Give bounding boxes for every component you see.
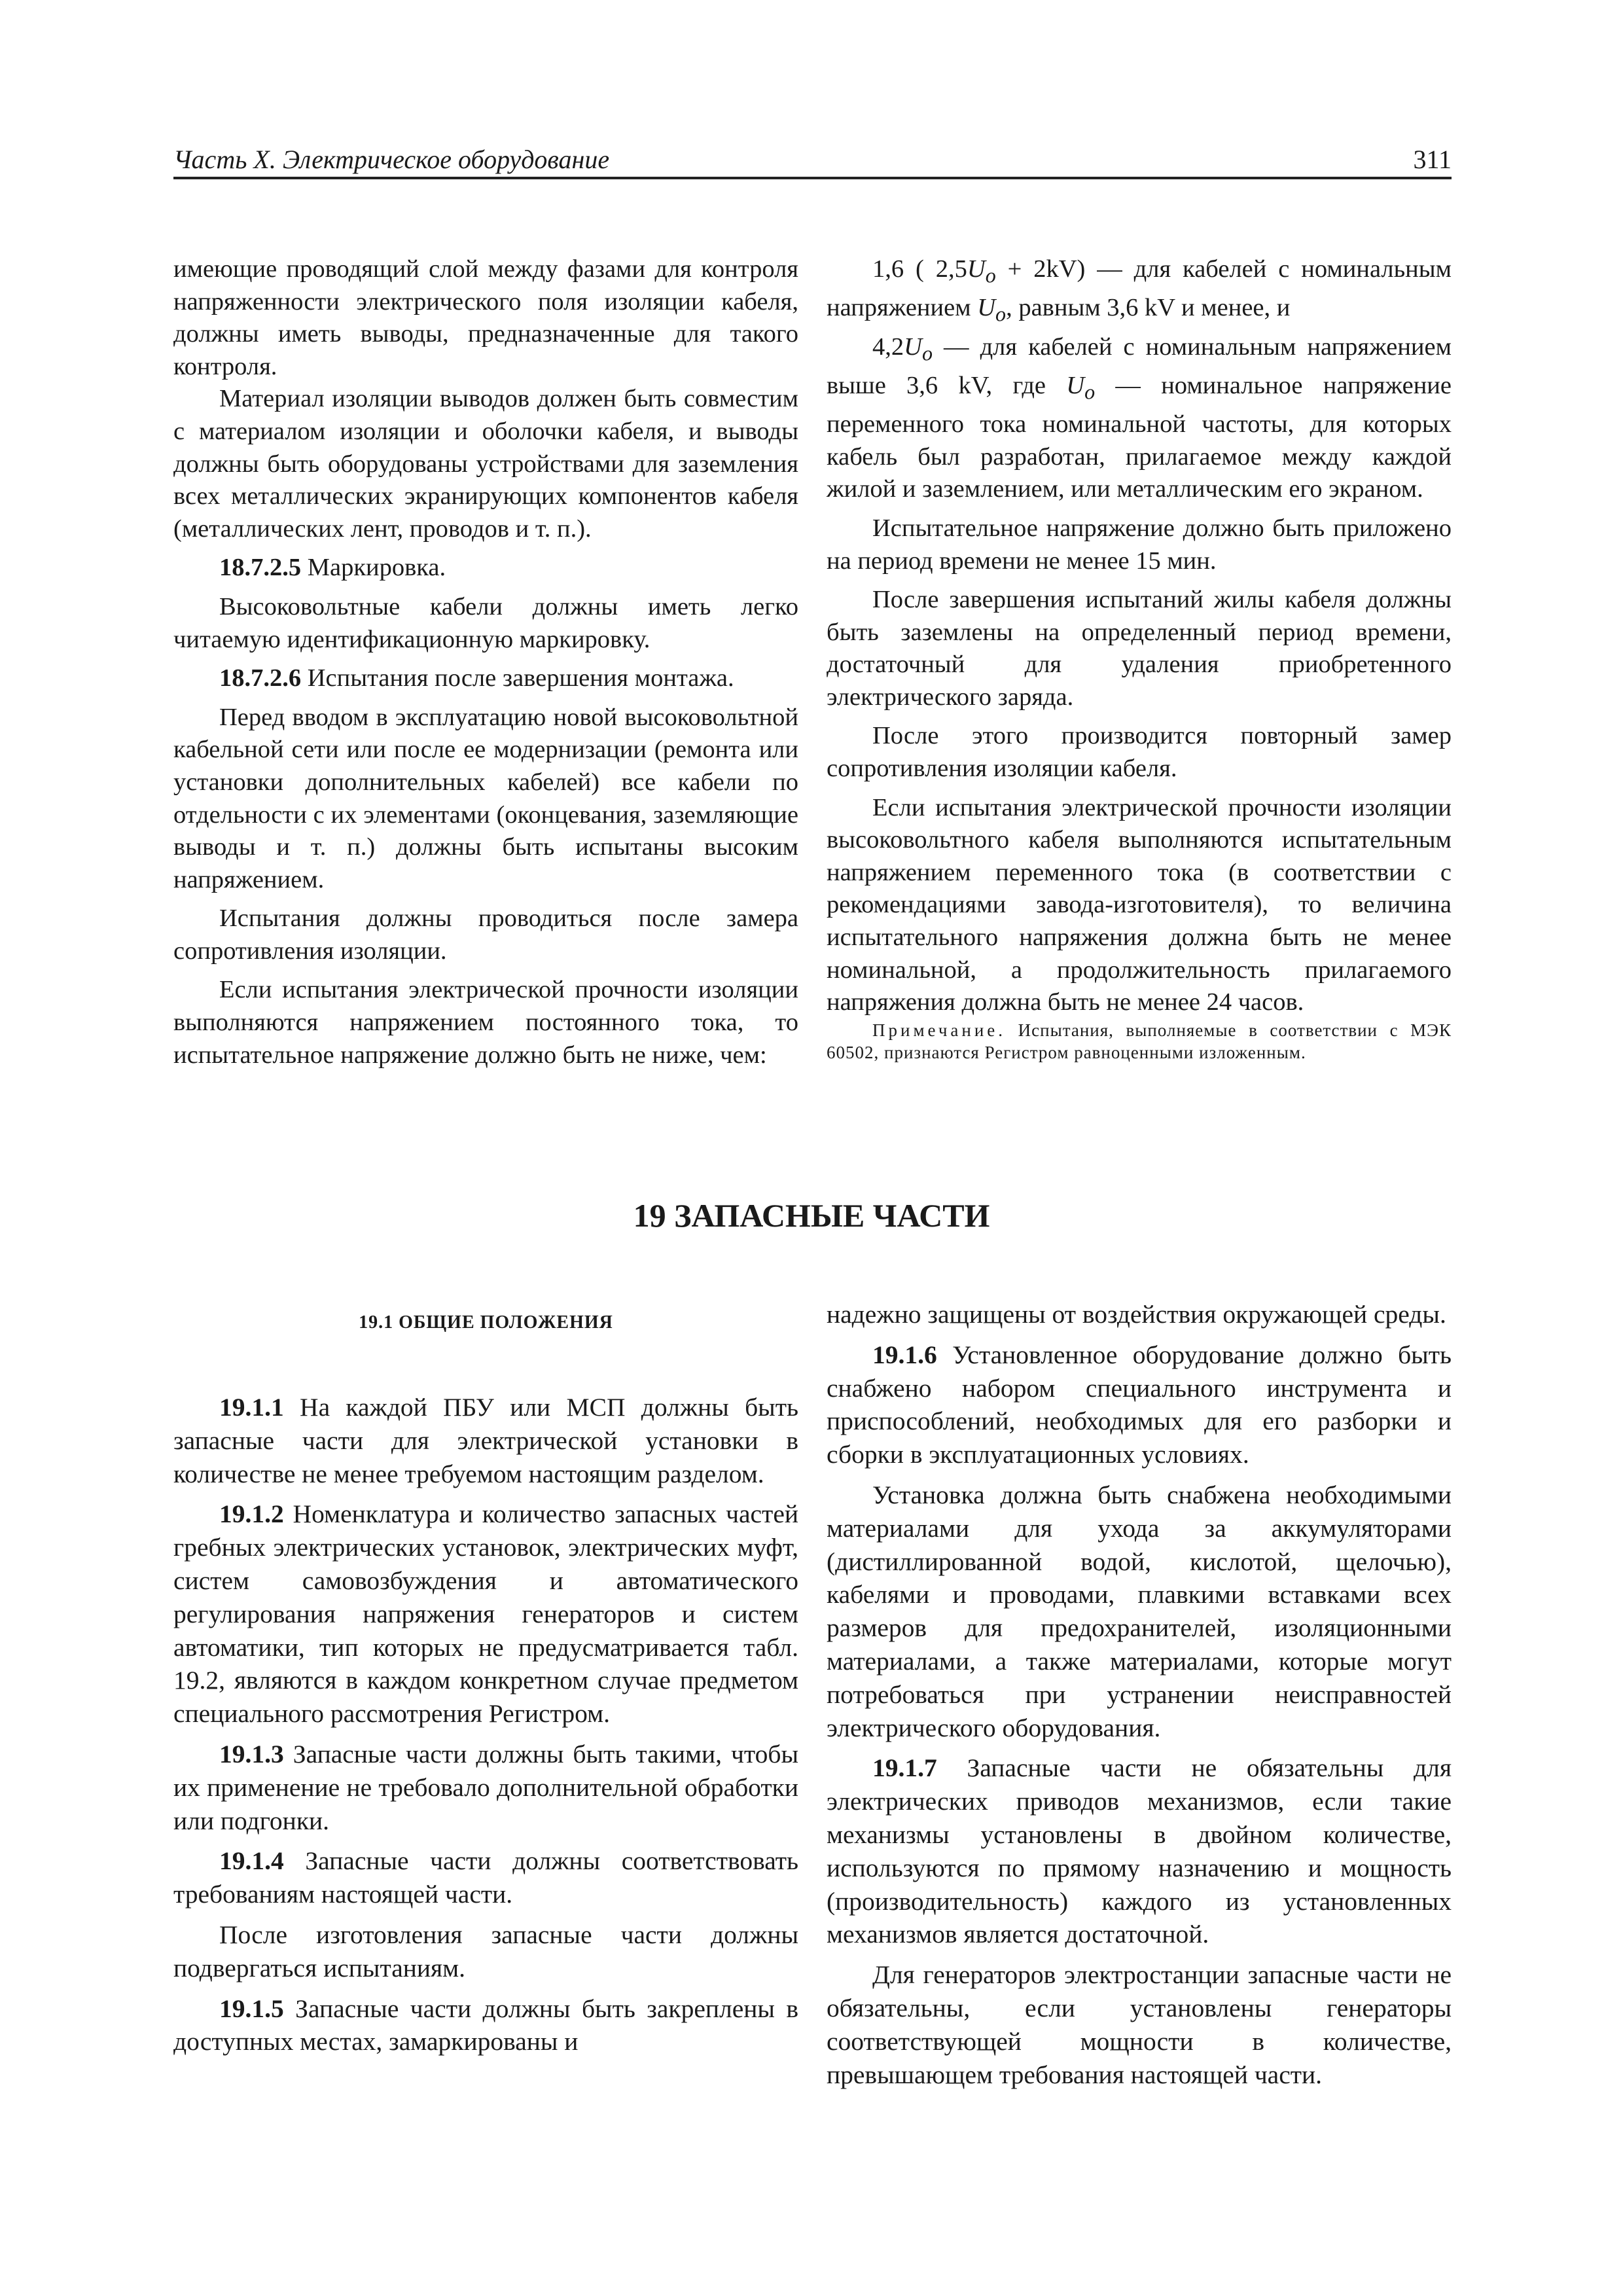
page-header [173, 140, 1452, 177]
note [827, 1019, 1452, 1064]
paragraph: После изготовления запасные части должны подвергаться испытаниям. [173, 1920, 798, 1982]
paragraph: Испытания должны проводиться после замера сопротивления изоляции. [173, 905, 798, 965]
paragraph: Установка должна быть снабжена необходимыми материалами для ухода за аккумуляторами (дистиллированной водой, кислотой, щелочью), кабелями и проводами, плавкими вставками всех размеров для предохранителей, изоляционными материалами, а также материалами, которые могут потребоваться при устранении неисправностей электрического оборудования. [827, 1480, 1452, 1742]
paragraph: Если испытания электрической прочности изоляции высоковольтного кабеля выполняются испытательным напряжением переменного тока (в соответствии с рекомендациями завода-изготовителя), то величина испытательного напряжения должна быть не менее номинальной, а продолжительность прилагаемого напряжения должна быть не менее 24 часов. [827, 793, 1452, 1016]
clause-number: 19.1.3 [219, 1739, 284, 1768]
note-label: Примечание. [872, 1020, 1007, 1040]
paragraph: имеющие проводящий слой между фазами для контроля напряженности электрического поля изоляции кабеля, должны иметь выводы, предназначенные для такого контроля. [173, 255, 798, 380]
page-number: 311 [1413, 145, 1452, 174]
clause: 19.1.6 Установленное оборудование должно быть снабжено набором специального инструмента и приспособлений, необходимых для его разборки и сборки в эксплуатационных условиях. [827, 1340, 1452, 1469]
formula-paragraph: 1,6 ( $2,5U_o + 2kV$) — для кабелей с номинальным напряжением $U_o$, равным 3,6 kV и менее, и [827, 255, 1452, 326]
running-title: Часть X. Электрическое оборудование [173, 145, 610, 174]
clause-number: 18.7.2.6 [219, 664, 302, 692]
top-right-column [827, 253, 1452, 1064]
chapter-title: 19 ЗАПАСНЫЕ ЧАСТИ [633, 1197, 990, 1234]
paragraph: После завершения испытаний жилы кабеля должны быть заземлены на определенный период времени, достаточный для удаления приобретенного электрического заряда. [827, 586, 1452, 711]
clause: 19.1.7 Запасные части не обязательны для электрических приводов механизмов, если такие механизмы установлены в двойном количестве, используются по прямому назначению и мощность (производительность) каждого из установленных механизмов является достаточной. [827, 1753, 1452, 1949]
section-title: 19.1 ОБЩИЕ ПОЛОЖЕНИЯ [359, 1312, 613, 1333]
paragraph: Если испытания электрической прочности изоляции выполняются напряжением постоянного тока, то испытательное напряжение должно быть не ниже, чем: [173, 976, 798, 1069]
top-left-column [173, 253, 798, 1071]
clause-number: 19.1.6 [872, 1340, 937, 1369]
bottom-left-column [173, 1391, 798, 2058]
clause: 19.1.4 Запасные части должны соответствовать требованиям настоящей части. [173, 1846, 798, 1909]
clause-title: Маркировка. [301, 554, 446, 582]
clause-number: 19.1.7 [872, 1753, 937, 1783]
clause-number: 19.1.5 [219, 1994, 284, 2023]
paragraph: надежно защищены от воздействия окружающей среды. [827, 1300, 1446, 1329]
clause-title: Испытания после завершения монтажа. [301, 664, 734, 692]
clause-number: 19.1.2 [219, 1499, 284, 1529]
clause: 19.1.3 Запасные части должны быть такими, чтобы их применение не требовало дополнительной обработки или подгонки. [173, 1739, 798, 1835]
clause-heading [173, 552, 798, 584]
clause: 19.1.2 Номенклатура и количество запасных частей гребных электрических установок, электрических муфт, систем самовозбуждения и автоматического регулирования напряжения генераторов и систем автоматики, тип которых не предусматривается табл. 19.2, являются в каждом конкретном случае предметом специального рассмотрения Регистром. [173, 1499, 798, 1729]
paragraph: После этого производится повторный замер сопротивления изоляции кабеля. [827, 722, 1452, 783]
clause-number: 19.1.4 [219, 1846, 284, 1876]
clause-number: 18.7.2.5 [219, 554, 302, 582]
clause: 19.1.5 Запасные части должны быть закреплены в доступных местах, замаркированы и [173, 1994, 798, 2056]
paragraph: Испытательное напряжение должно быть приложено на период времени не менее 15 мин. [827, 514, 1452, 575]
formula-paragraph: $4,2U_o$ — для кабелей с номинальным напряжением выше 3,6 kV, где $U_o$ — номинальное напряжение переменного тока номинальной частоты, для которых кабель был разработан, прилагаемое между каждой жилой и заземлением, или металлическим его экраном. [827, 332, 1452, 503]
paragraph: Высоковольтные кабели должны иметь легко читаемую идентификационную маркировку. [173, 592, 798, 653]
note-text: Испытания, выполняемые в соответствии с МЭК 60502, признаются Регистром равноценными изложенным. [827, 1020, 1452, 1062]
clause-number: 19.1.1 [219, 1393, 284, 1422]
clause-heading [173, 662, 798, 695]
paragraph: Перед вводом в эксплуатацию новой высоковольтной кабельной сети или после ее модернизации (ремонта или установки дополнительных кабелей) все кабели по отдельности с их элементами (оконцевания, заземляющие выводы и т. п.) должны быть испытаны высоким напряжением. [173, 703, 798, 893]
clause: 19.1.1 На каждой ПБУ или МСП должны быть запасные части для электрической установки в количестве не менее требуемом настоящим разделом. [173, 1393, 798, 1488]
paragraph: Материал изоляции выводов должен быть совместим с материалом изоляции и оболочки кабеля, и выводы должны быть оборудованы устройствами для заземления всех металлических экранирующих компонентов кабеля (металлических лент, проводов и т. п.). [173, 385, 798, 543]
header-rule [173, 177, 1452, 179]
paragraph: Для генераторов электростанции запасные части не обязательны, если установлены генераторы соответствующей мощности в количестве, превышающем требования настоящей части. [827, 1960, 1452, 2089]
bottom-right-column [827, 1298, 1452, 2091]
